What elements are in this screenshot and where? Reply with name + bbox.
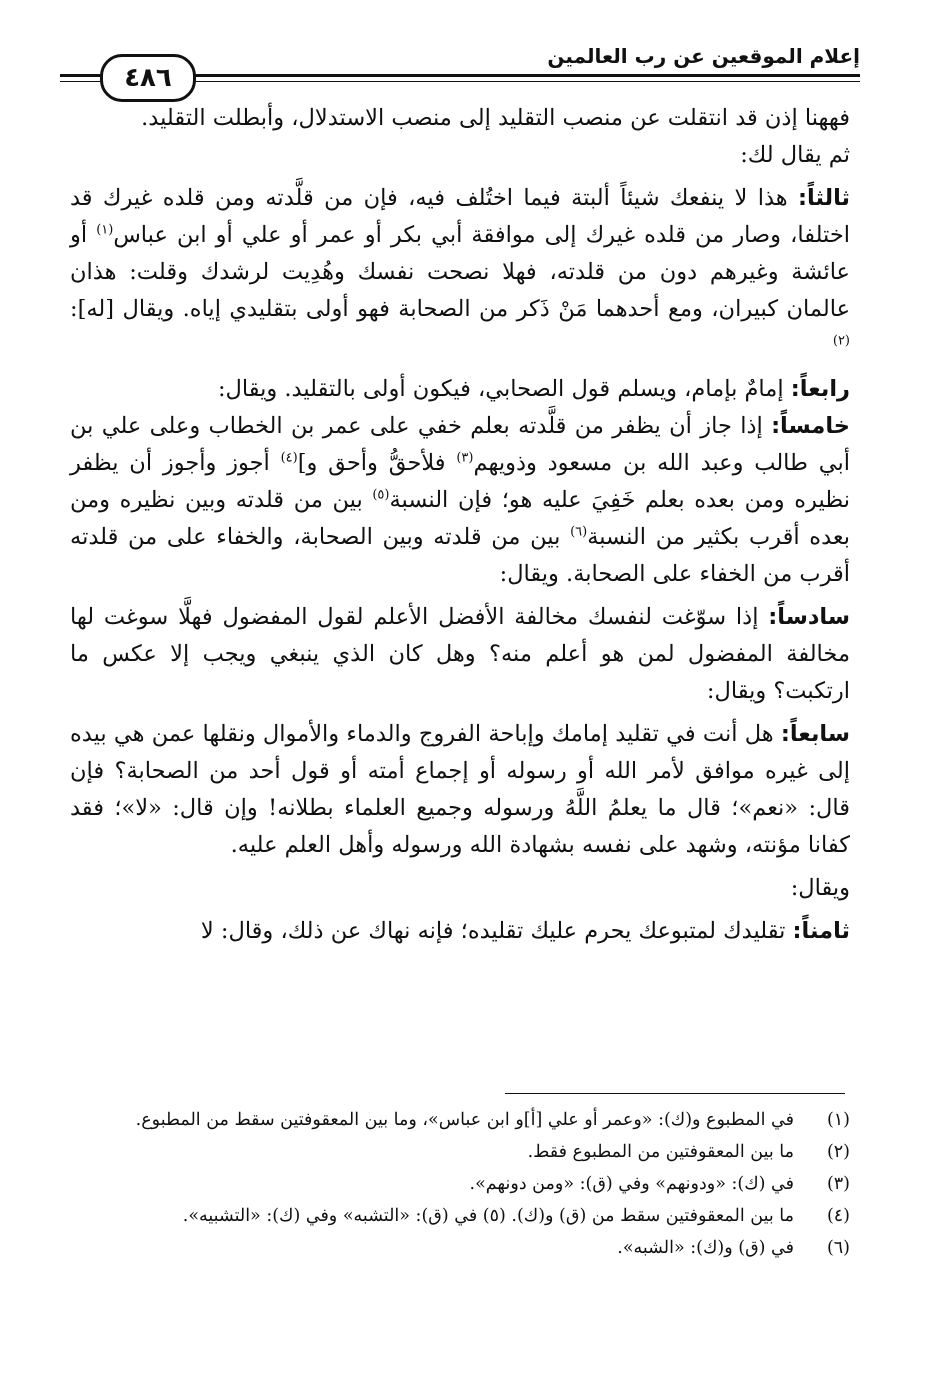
paragraph-text: إذا سوّغت لنفسك مخالفة الأفضل الأعلم لقول المفضول فهلَّا سوغت لها مخالفة المفضول لمن هو أعلم منه؟ وهل كان الذي ينبغي ويجب إلا عكس ما ارتكبت؟ ويقال: bbox=[70, 604, 850, 704]
footnote-number: (٤) bbox=[826, 1206, 850, 1226]
paragraph-sixth bbox=[70, 599, 850, 710]
footnote-ref[interactable]: (٤) bbox=[280, 450, 298, 466]
paragraph bbox=[70, 100, 850, 137]
footnote-text: ما بين المعقوفتين من المطبوع فقط. bbox=[527, 1142, 794, 1162]
paragraph-text: أو عائشة وغيرهم دون من قلدته، فهلا نصحت نفسك وهُدِيت لرشدك وقلت: هذان عالمان كبيران، ومع أحدهما مَنْ ذَكر من الصحابة فهو أولى بتقليدي إياه. ويقال [له]: bbox=[70, 222, 850, 322]
footnote bbox=[70, 1201, 850, 1231]
footnote-text: في (ك): «ودونهم» وفي (ق): «ومن دونهم». bbox=[469, 1174, 794, 1194]
paragraph-text: ثم يقال لك: bbox=[740, 142, 850, 168]
paragraph-fourth bbox=[70, 371, 850, 408]
footnote-number: (١) bbox=[826, 1110, 850, 1130]
point-heading: سادساً: bbox=[768, 604, 850, 630]
paragraph-text: بين من قلدته وبين الصحابة، والخفاء على من قلدته أقرب من الخفاء على الصحابة. ويقال: bbox=[70, 524, 850, 587]
paragraph-text: بين من قلدته وبين نظيره ومن بعده أقرب بكثير من النسبة bbox=[70, 487, 850, 550]
paragraph bbox=[70, 870, 850, 907]
footnote-text: في المطبوع و(ك): «وعمر أو علي [أ]و ابن عباس»، وما بين المعقوفتين سقط من المطبوع. bbox=[135, 1110, 794, 1130]
footnotes bbox=[70, 1105, 850, 1265]
footnote bbox=[70, 1137, 850, 1167]
paragraph-text: ويقال: bbox=[790, 875, 850, 901]
footnote-text: في (ق) و(ك): «الشبه». bbox=[617, 1238, 794, 1258]
book-title: إعلام الموقعين عن رب العالمين bbox=[547, 44, 860, 68]
paragraph-text: أجوز وأجوز أن يظفر نظيره ومن بعده بعلم خَفِيَ عليه هو؛ فإن النسبة bbox=[70, 450, 850, 513]
footnote bbox=[70, 1169, 850, 1199]
point-heading: خامساً: bbox=[771, 413, 850, 439]
point-heading: ثالثاً: bbox=[798, 185, 850, 211]
paragraph-eighth bbox=[70, 913, 850, 950]
footnote-ref[interactable]: (١) bbox=[96, 222, 114, 238]
page-number: ٤٨٦ bbox=[100, 54, 196, 102]
paragraph bbox=[70, 137, 850, 174]
footnote-number: (٣) bbox=[826, 1174, 850, 1194]
footnote-divider bbox=[505, 1093, 845, 1094]
paragraph-text: هل أنت في تقليد إمامك وإباحة الفروج والدماء والأموال ونقلها عمن هي بيده إلى غيره موافق لأمر الله أو رسوله أو إجماع أمته أو قول أحد من الصحابة؟ فإن قال: «نعم»؛ قال ما يعلمُ اللَّهُ ورسوله وجميع العلماء بطلانه! وإن قال: «لا»؛ فقد كفانا مؤنته، وشهد على نفسه بشهادة الله ورسوله وأهل العلم عليه. bbox=[70, 721, 850, 858]
footnote-number: (٦) bbox=[826, 1238, 850, 1258]
page-header bbox=[60, 30, 860, 110]
paragraph-fifth bbox=[70, 408, 850, 593]
paragraph-text: فلأحقُّ وأحق و] bbox=[297, 450, 457, 476]
paragraph-seventh bbox=[70, 716, 850, 864]
point-heading: رابعاً: bbox=[790, 376, 850, 402]
point-heading: سابعاً: bbox=[780, 721, 850, 747]
footnote bbox=[70, 1233, 850, 1263]
footnote-ref[interactable]: (٢) bbox=[832, 333, 850, 349]
paragraph-text: فههنا إذن قد انتقلت عن منصب التقليد إلى منصب الاستدلال، وأبطلت التقليد. bbox=[141, 105, 850, 131]
paragraph-third bbox=[70, 180, 850, 365]
footnote-ref[interactable]: (٦) bbox=[570, 524, 588, 540]
footnote-number: (٢) bbox=[826, 1142, 850, 1162]
main-text bbox=[70, 100, 850, 950]
paragraph-text: تقليدك لمتبوعك يحرم عليك تقليده؛ فإنه نهاك عن ذلك، وقال: لا bbox=[200, 918, 793, 944]
footnote-ref[interactable]: (٥) bbox=[372, 487, 390, 503]
footnote-text: ما بين المعقوفتين سقط من (ق) و(ك). (٥) في (ق): «التشبه» وفي (ك): «التشبيه». bbox=[182, 1206, 794, 1226]
paragraph-text: إذا جاز أن يظفر من قلَّدته بعلم خفي على عمر بن الخطاب وعلى علي بن أبي طالب وعبد الله بن مسعود وذويهم bbox=[70, 413, 850, 476]
point-heading: ثامناً: bbox=[792, 918, 850, 944]
footnote bbox=[70, 1105, 850, 1135]
paragraph-text: إمامٌ بإمام، ويسلم قول الصحابي، فيكون أولى بالتقليد. ويقال: bbox=[217, 376, 791, 402]
footnote-ref[interactable]: (٣) bbox=[456, 450, 474, 466]
paragraph-text: هذا لا ينفعك شيئاً ألبتة فيما اختُلف فيه، فإن من قلَّدته ومن قلده غيرك قد اختلفا، وصار من قلده غيرك إلى موافقة أبي بكر أو عمر أو علي أو ابن عباس bbox=[70, 185, 850, 248]
